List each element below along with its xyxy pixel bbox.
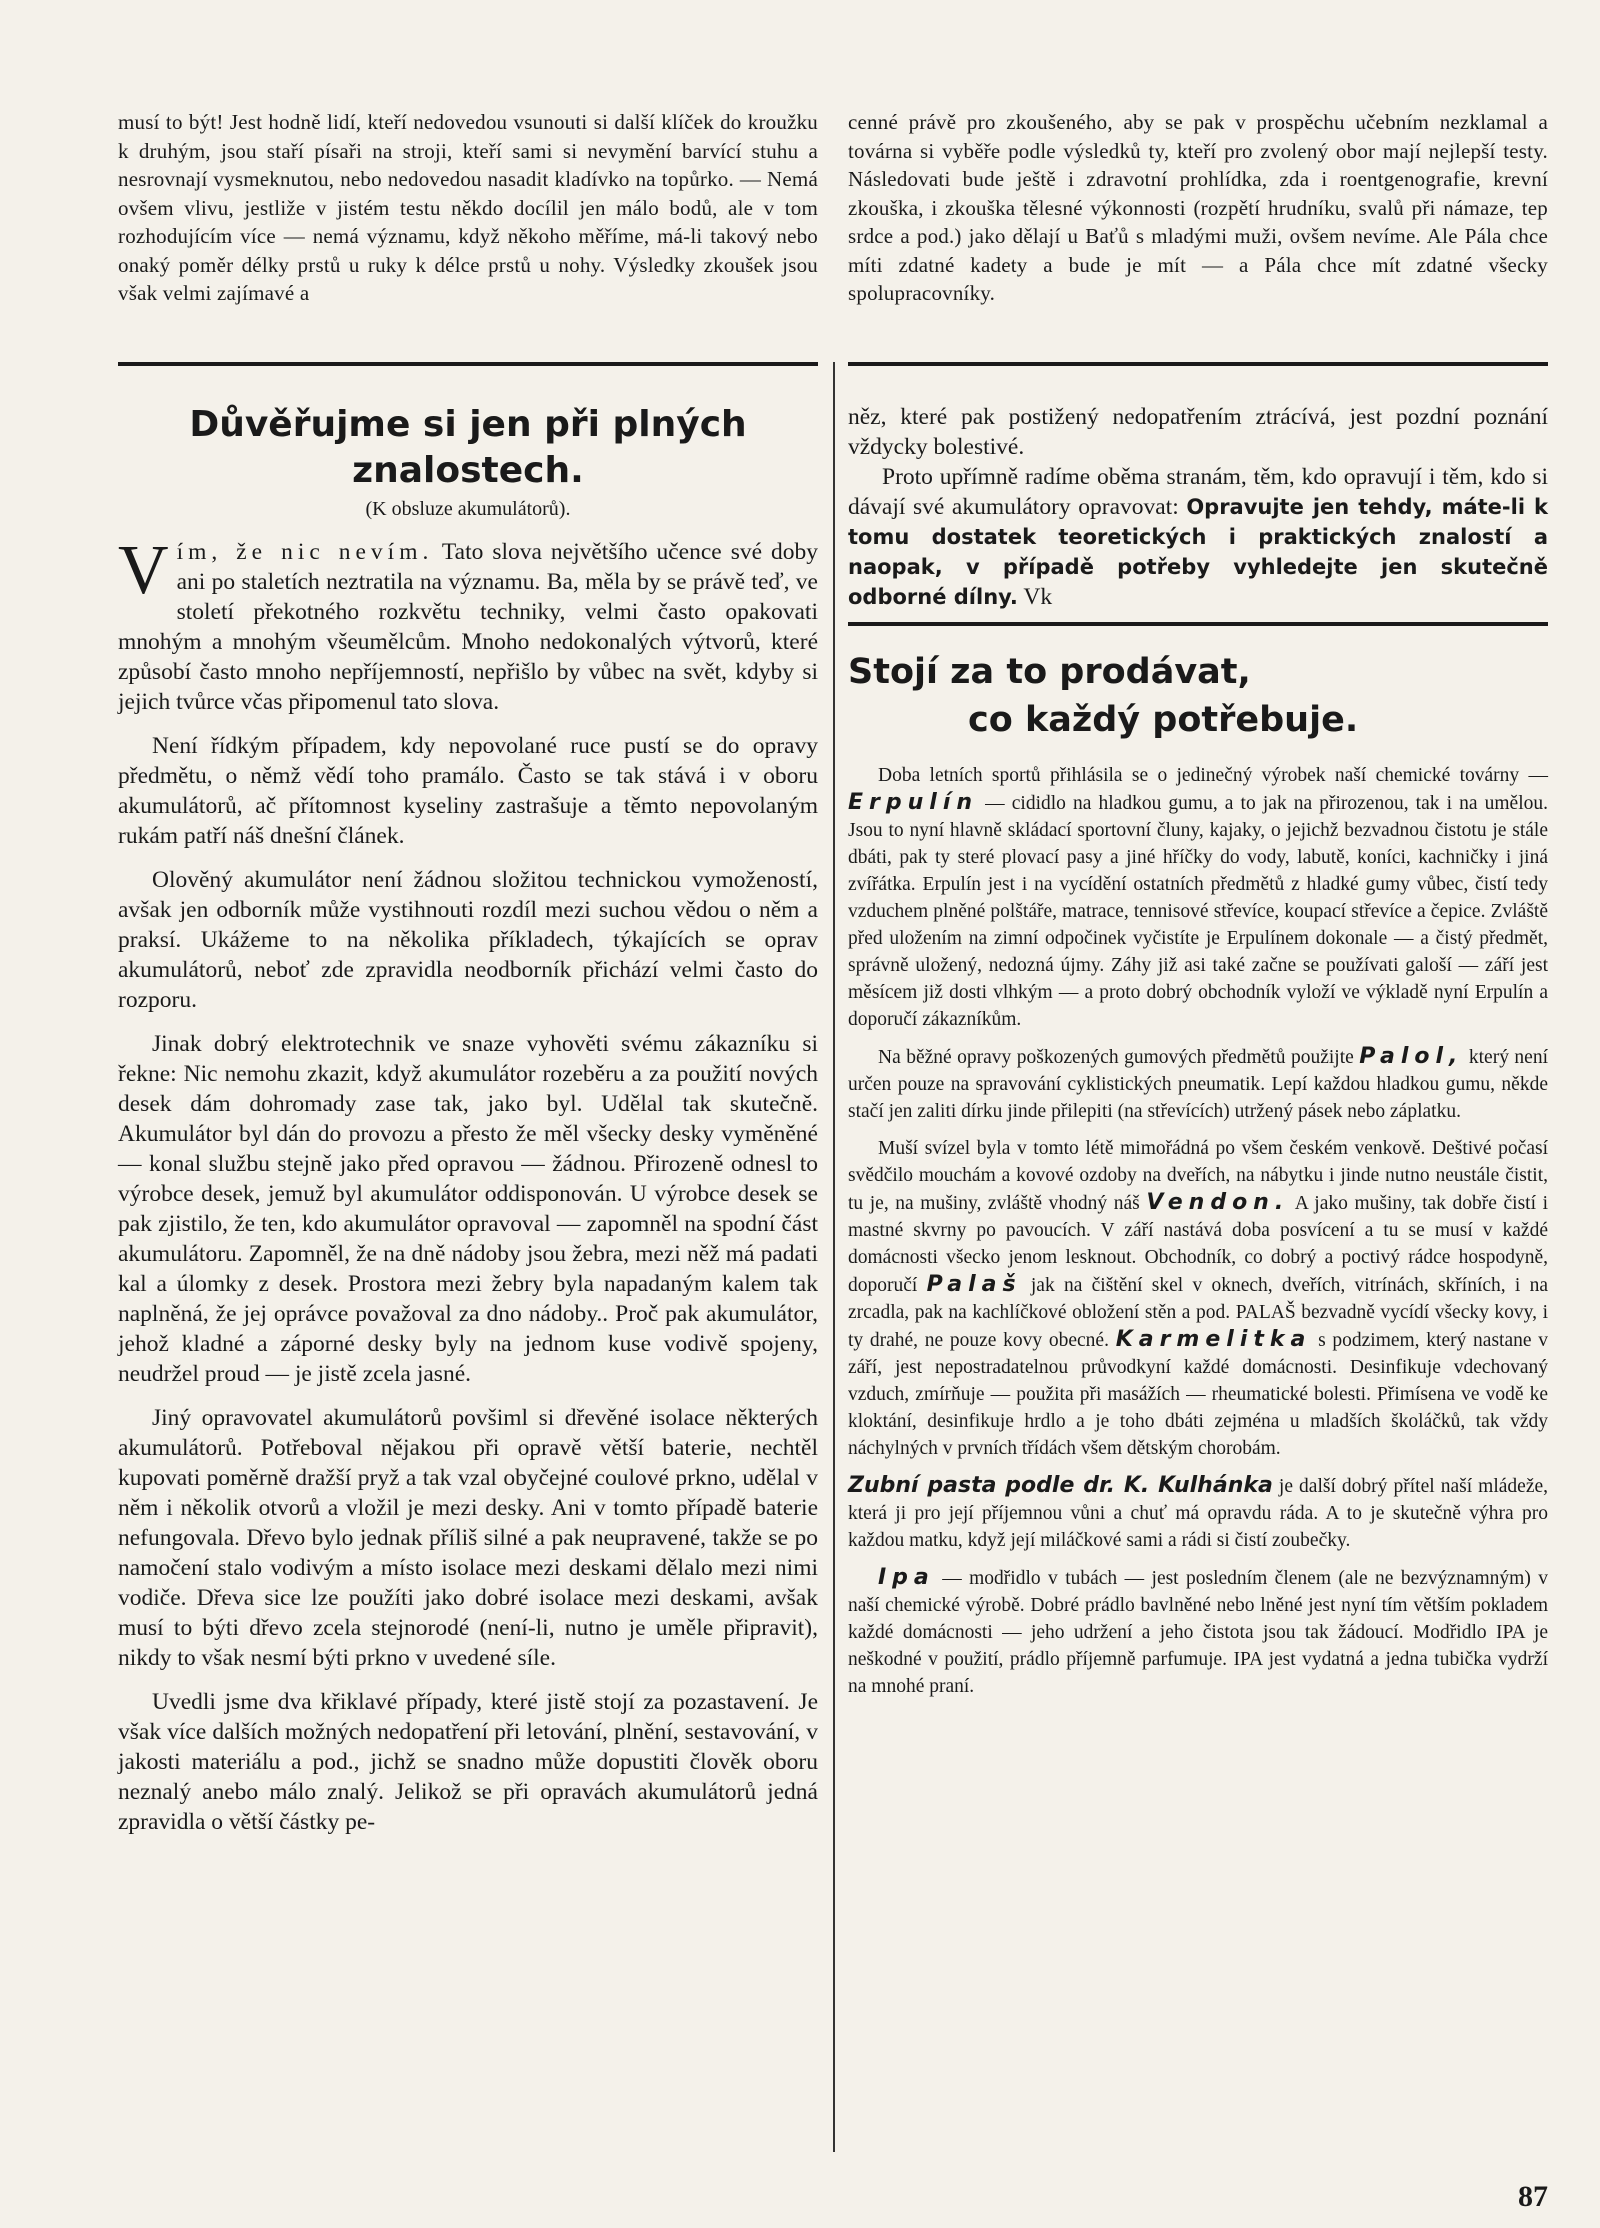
right-main-column [848, 402, 1548, 612]
brand-karmelitka: Karmelitka [1115, 1327, 1312, 1352]
brand-erpulin: Erpulín [848, 790, 979, 815]
lead-paragraph [118, 532, 818, 717]
brand-palol: Palol, [1359, 1044, 1464, 1069]
top-right-column [848, 108, 1548, 308]
ad-title-line2: co každý potřebuje. [968, 700, 1359, 740]
ad-paragraph-palol [848, 1043, 1548, 1125]
section-divider-right [848, 362, 1548, 366]
ad-text: A jako mušiny, tak dobře čistí i mastné skvrny po pavoucích. V září nastává doba posvícení a tu se musí v každé domácnosti všecko jenom lesknout. Obchodník, co dobrý a poctivý rádce hospodyně, doporučí [848, 1193, 1549, 1296]
ad-text: je další dobrý přítel naší mládeže, která ji pro její příjemnou vůni a chuť má opravdu ráda. A to je skutečně výhra pro každou matku, když její miláčkové sami a rádi si čistí zoubečky. [848, 1476, 1548, 1551]
lead-text: Tato slova největšího učence své doby ani po staletích neztratila na významu. Ba, měla by se právě teď, ve století překotného rozkvětu techniky, velmi často opakovati mnohým a mnohým všeumělcům. Mnoho nedokonalých výtvorů, které způsobí často mnoho nepříjemností, nepřišlo by vůbec na svět, kdyby si jejich tvůrce včas připomenul tato slova. [118, 539, 818, 715]
top-left-column [118, 108, 818, 308]
drop-cap: V [118, 532, 169, 609]
article-products [848, 648, 1548, 1700]
paragraph-4: Jinak dobrý elektrotechnik ve snaze vyhověti svému zákazníku si řekne: Nic nemohu zkazit, když akumulátor rozeběru a za použití nových desek dám dohromady zase tak, jako byl. Udělal tak skutečně. Akumulátor byl dán do provozu a přesto že měl všecky desky vyměněné — konal službu stejně jako před opravou — žádnou. Přirozeně odnesl to výrobce desek, jemuž byl akumulátor oddisponován. U výrobce desek se pak zjistilo, že ten, kdo akumulátor opravoval — zapomněl na spodní část akumulátoru. Zapomněl, že na dně nádoby jsou žebra, mezi něž má padati kal a úlomky z desek. Prostora mezi žebry byla napadaným kalem tak naplněná, že jej oprávce považoval za dno nádoby.. Proč pak akumulátor, jehož kladné a záporné desky byly na jednom kuse vodivě spojeny, neudržel proud — je jistě zcela jasné. [118, 1031, 818, 1387]
brand-palas: Palaš [926, 1272, 1022, 1297]
continuation-text-right: cenné právě pro zkoušeného, aby se pak v prospěchu učebním nezklamal a továrna si vyběře podle výsledků ty, kteří pro zvolený obor mají nejlepší testy. Následovati bude ještě i zdravotní prohlídka, zda i roentgenografie, krevní zkouška, i zkouška tělesné výkonnosti (rozpětí hrudníku, svalů při námaze, tep srdce a pod.) jako dělají u Baťů s mladými muži, ovšem nevíme. Ale Pála chce míti zdatné kadety a bude je mít — a Pála chce mít zdatné všecky spolupracovníky. [848, 110, 1548, 305]
article-title [118, 402, 818, 494]
article-accumulators [118, 402, 818, 1837]
article-continuation: něz, které pak postižený nedopatřením ztrácívá, jest pozdní poznání vždycky bolestivé. [848, 404, 1548, 460]
article-divider [848, 622, 1548, 626]
conclusion-emphasis: Opravujte jen tehdy, máte-li k tomu dostatek teoretických i praktických znalostí a naopak, v případě potřeby vyhledejte jen skutečně odborné dílny. [848, 495, 1548, 609]
ad-title-line1: Stojí za to prodávat, [848, 652, 1251, 692]
ad-text: Muší svízel byla v tomto létě mimořádná po všem českém venkově. Deštivé počasí svědčilo mouchám a kovové ozdoby na dveřích, na nábytku i jinde nutno neustále čistit, tu je, na mušiny, zvláště vhodný náš [848, 1138, 1548, 1214]
section-divider-left [118, 362, 818, 366]
ad-paragraph-erpulin [848, 762, 1548, 1033]
brand-zubni-pasta: Zubní pasta podle dr. K. Kulhánka [848, 1473, 1273, 1498]
brand-ipa: Ipa [878, 1565, 935, 1590]
ad-title [848, 648, 1548, 744]
ad-paragraph-ipa [848, 1564, 1548, 1700]
page-number: 87 [1518, 2180, 1548, 2213]
paragraph-6: Uvedli jsme dva křiklavé případy, které jistě stojí za pozastavení. Je však více dalších možných nedopatření při letování, plnění, sestavování, v jakosti materiálu a pod., jichž se snadno může dopustiti člověk oboru neznalý anebo málo znalý. Jelikož se při opravách akumulátorů jedná zpravidla o větší částky pe- [118, 1689, 818, 1835]
column-divider [833, 362, 835, 2152]
ad-text: Doba letních sportů přihlásila se o jedinečný výrobek naší chemické továrny — [878, 765, 1548, 786]
article-title-line1: Důvěřujme si jen při plných [189, 404, 747, 445]
ad-text: Na běžné opravy poškozených gumových předmětů použijte [878, 1047, 1360, 1068]
ad-text: s podzimem, který nastane v září, jest nepostradatelnou průvodkyní každé domácnosti. Desinfikuje vdechovaný vzduch, zmírňuje — použita při masážích — rheumatické bolesti. Přimísena ve vodě ke kloktání, desinfikuje hrdlo a je toho dbáti zejména u mladších školáčků, tak vždy náchylných v prvních třídách všem dětským chorobám. [848, 1330, 1548, 1459]
lead-quote: ím, že nic nevím. [176, 539, 434, 565]
conclusion-text: Proto upřímně radíme oběma stranám, těm, kdo opravují i těm, kdo si dávají své akumulátory opravovat: [848, 464, 1548, 520]
paragraph-3: Olověný akumulátor není žádnou složitou technickou vymožeností, avšak jen odborník může vystihnouti rozdíl mezi suchou vědou o něm a praksí. Ukážeme to na několika příkladech, týkajících se oprav akumulátorů, neboť zde zpravidla neodborník přichází velmi často do rozporu. [118, 867, 818, 1013]
ad-text: jak na čištění skel v oknech, dveřích, vitrínách, skříních, i na zrcadla, pak na kachlíčkové obložení stěn a pod. PALAŠ bezvadně vycídí všecky kovy, i ty drahé, ne pouze kovy obecné. [848, 1275, 1548, 1351]
article-conclusion [848, 462, 1548, 612]
ad-text: — cididlo na hladkou gumu, a to jak na přirozenou, tak i na umělou. Jsou to nyní hlavně skládací sportovní čluny, kajaky, o jejichž bezvadnou čistotu je stále dbáti, pak ty steré plovací pasy a jiné hříčky do vody, labutě, koníci, kachničky i jiná zvířátka. Erpulín jest i na vycídění ostatních předmětů z hladké gumy vůbec, čistí tedy vzduchem plněné polštáře, matrace, tennisové střevíce, koupací střevíce a čepice. Zvláště před uložením na zimní odpočinek vyčistíte je Erpulínem dokonale — a čistý předmět, správně uložený, nedozná újmy. Záhy již asi také začne se používati galoší — září jest měsícem již dosti vlhkým — a proto dobrý obchodník vyloží ve výkladě nyní Erpulín a doporučí zákazníkům. [848, 793, 1548, 1030]
article-title-line2: znalostech. [352, 450, 584, 491]
ad-paragraph-vendon [848, 1135, 1548, 1462]
ad-text: — modřidlo v tubách — jest posledním členem (ale ne bezvýznamným) v naší chemické výrobě. Dobré prádlo bavlněné nebo lněné jest nyní tím větším pokladem každé domácnosti — jeho udržení a jeho čistota jsou tak žádoucí. Modřidlo IPA je neškodné v použití, prádlo příjemně parfumuje. IPA jest vydatná a jedna tubička vydrží na mnohé praní. [848, 1568, 1548, 1697]
paragraph-5: Jiný opravovatel akumulátorů povšiml si dřevěné isolace některých akumulátorů. Potřeboval nějakou při opravě větší baterie, nechtěl kupovati poměrně dražší pryž a tak vzal obyčejné coulové prkno, udělal v něm i několik otvorů a vložil je mezi desky. Ani v tomto případě baterie nefungovala. Dřevo bylo jednak příliš silné a pak neupravené, takže se po namočení stalo vodivým a místo isolace mezi deskami dělalo mezi nimi vodiče. Dřeva sice lze použíti jako dobré isolace mezi deskami, avšak musí to býti dřevo zcela stejnorodé (není-li, nutno je uměle připravit), nikdy to však nesmí býti prkno v uvedené síle. [118, 1405, 818, 1671]
paragraph-2: Není řídkým případem, kdy nepovolané ruce pustí se do opravy předmětu, o němž vědí toho pramálo. Často se tak stává i v oboru akumulátorů, ač přítomnost kyseliny zastrašuje a těmto nepovolaným rukám patří náš dnešní článek. [118, 733, 818, 849]
article-subtitle: (K obsluze akumulátorů). [365, 498, 571, 520]
ad-paragraph-toothpaste [848, 1472, 1548, 1554]
ad-text: který není určen pouze na spravování cyklistických pneumatik. Lepí každou hladkou gumu, někde stačí jen zaliti dírku jinde přilepiti (na střevících) utržený pásek nebo záplatku. [848, 1047, 1549, 1122]
author-signature: Vk [1017, 584, 1053, 610]
continuation-text-left: musí to být! Jest hodně lidí, kteří nedovedou vsunouti si další klíček do kroužku k druhým, jsou staří písaři na stroji, kteří sami si nevymění barvící stuhu a nesrovnají vysmeknutou, nebo nedovedou nasadit kladívko na topůrko. — Nemá ovšem vlivu, jestliže v jistém testu někdo docílil jen málo bodů, ale v tom rozhodujícím více — nemá významu, když někoho měříme, má-li takový nebo onaký poměr délky prstů u ruky k délce prstů u nohy. Výsledky zkoušek jsou však velmi zajímavé a [118, 110, 818, 305]
brand-vendon: Vendon. [1146, 1190, 1290, 1215]
